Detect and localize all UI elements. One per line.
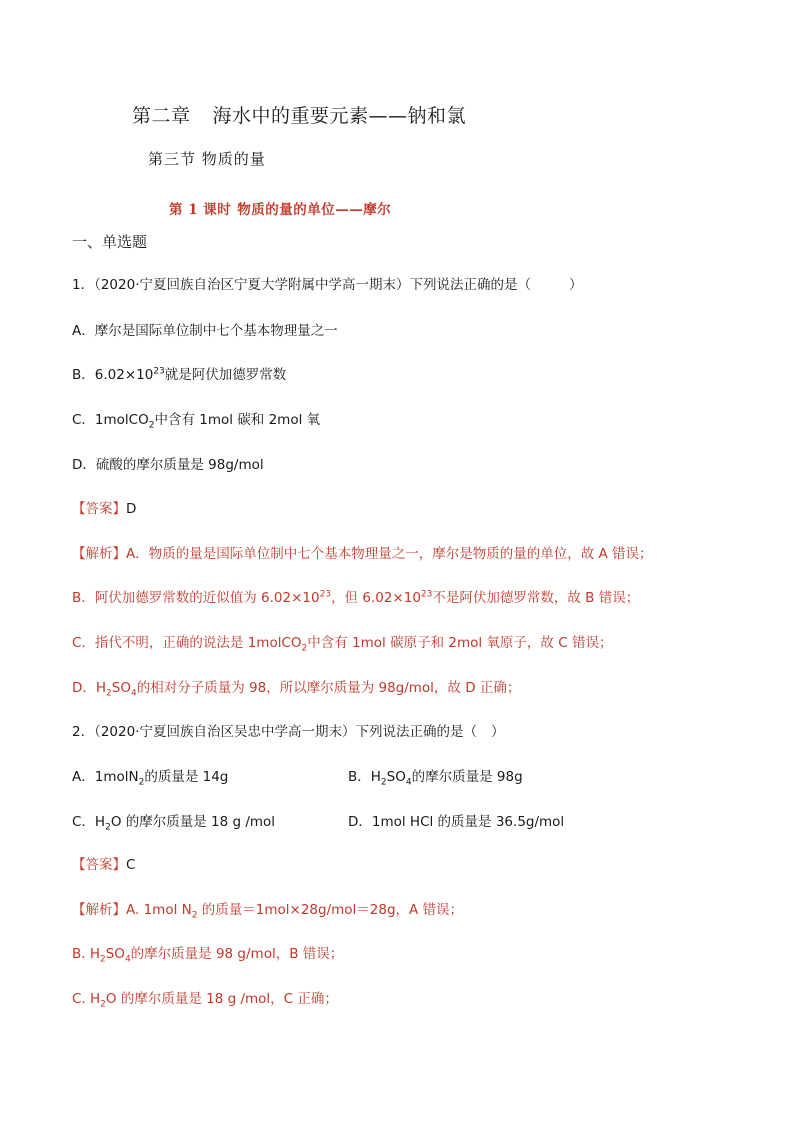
q2-answer — [72, 853, 135, 873]
q1-analysis-4-sub1: 2 — [106, 688, 112, 699]
q2-option-d: D．1mol HCl 的质量是 36.5g/mol — [348, 814, 565, 830]
q2-analysis-2c: 的摩尔质量是 98 g/mol，B 错误； — [130, 946, 344, 962]
q2-answer-value: C — [126, 857, 136, 873]
q2-analysis-2a: B. H — [72, 946, 100, 962]
q2-option-a-rest: 的质量是 14g — [144, 769, 229, 785]
q2-analysis-1-sub: 2 — [191, 910, 198, 921]
question-1-stem — [72, 273, 583, 293]
q2-answer-tag: 【答案】 — [72, 857, 126, 873]
q1-analysis-2-sup1: 23 — [319, 589, 332, 600]
q1-analysis-3a: C．指代不明，正确的说法是 1molCO — [72, 635, 302, 651]
q2-option-b-text: B．H — [348, 769, 381, 785]
q2-option-a-text: A．1molN — [72, 769, 139, 785]
q2-option-b-sub2: 4 — [405, 777, 412, 788]
question-2-close-paren: ） — [491, 724, 505, 740]
question-2-text: 2．（2020·宁夏回族自治区吴忠中学高一期末）下列说法正确的是（ — [72, 724, 477, 740]
q1-analysis-2c: 不是阿伏加德罗常数，故 B 错误； — [432, 590, 640, 606]
chapter-title — [132, 101, 466, 128]
q2-option-a-sub: 2 — [138, 777, 145, 788]
q2-analysis-2b: SO — [105, 946, 125, 962]
q1-option-c-rest: 中含有 1mol 碳和 2mol 氧 — [154, 412, 321, 428]
q2-analysis-line-2 — [72, 942, 344, 965]
q1-answer-value: D — [126, 501, 137, 517]
lesson-name: 物质的量的单位——摩尔 — [237, 202, 392, 218]
q1-analysis-2-sup2: 23 — [420, 589, 433, 600]
lesson-label: 第 1 课时 — [169, 202, 232, 218]
q2-analysis-2-sub2: 4 — [124, 954, 131, 965]
q2-analysis-3-sub: 2 — [100, 999, 106, 1010]
q1-option-b-text: B．6.02×10 — [72, 367, 154, 383]
q1-analysis-2a: B．阿伏加德罗常数的近似值为 6.02×10 — [72, 590, 320, 606]
q1-analysis-text-1: A．物质的量是国际单位制中七个基本物理量之一，摩尔是物质的量的单位，故 A 错误； — [126, 546, 653, 562]
q2-option-c-rest: O 的摩尔质量是 18 g /mol — [110, 814, 276, 830]
q1-analysis-tag: 【解析】 — [72, 546, 126, 562]
section-heading: 一、单选题 — [72, 233, 148, 251]
q1-analysis-4a: D．H — [72, 680, 107, 696]
q1-option-d: D．硫酸的摩尔质量是 98g/mol — [72, 457, 264, 473]
q1-option-a: A．摩尔是国际单位制中七个基本物理量之一 — [72, 323, 338, 339]
q2-option-b-rest: 的摩尔质量是 98g — [411, 769, 523, 785]
q2-option-a — [72, 765, 229, 788]
q1-option-c-sub: 2 — [148, 420, 155, 431]
q2-analysis-line-1 — [72, 898, 464, 921]
q2-option-c-text: C．H — [72, 814, 106, 830]
q1-analysis-line-3 — [72, 631, 613, 654]
q1-option-b — [72, 363, 286, 383]
q2-analysis-line-3 — [72, 987, 338, 1010]
question-1-close-paren: ） — [569, 277, 583, 293]
q2-analysis-2-sub1: 2 — [100, 954, 106, 965]
q1-option-c — [72, 408, 321, 431]
q1-analysis-3b: 中含有 1mol 碳原子和 2mol 氧原子，故 C 错误； — [307, 635, 613, 651]
q2-analysis-1b: 的质量＝1mol×28g/mol＝28g，A 错误； — [197, 902, 464, 918]
q1-analysis-line-1 — [72, 542, 653, 562]
q1-analysis-3-sub: 2 — [301, 643, 308, 654]
question-1-text: 1．（2020·宁夏回族自治区宁夏大学附属中学高一期末）下列说法正确的是（ — [72, 277, 531, 293]
q1-option-b-sup: 23 — [153, 366, 165, 377]
section-title: 第三节 物质的量 — [148, 150, 266, 168]
lesson-title — [169, 198, 391, 218]
q2-option-b-sub1: 2 — [380, 777, 387, 788]
q1-analysis-4b: SO — [111, 680, 131, 696]
q1-analysis-4-sub2: 4 — [130, 688, 137, 699]
q1-option-b-rest: 就是阿伏加德罗常数 — [164, 367, 287, 383]
q2-option-b — [348, 765, 523, 788]
q1-analysis-line-4 — [72, 676, 521, 699]
q1-option-c-text: C．1molCO — [72, 412, 149, 428]
chapter-name: 海水中的重要元素——钠和氯 — [212, 105, 467, 127]
q1-analysis-line-2 — [72, 586, 639, 606]
question-2-stem — [72, 720, 505, 740]
chapter-label: 第二章 — [132, 105, 191, 127]
q1-answer-tag: 【答案】 — [72, 501, 126, 517]
q2-option-b-mid: SO — [386, 769, 406, 785]
q2-option-c-sub: 2 — [105, 822, 111, 833]
q2-analysis-3b: O 的摩尔质量是 18 g /mol，C 正确； — [105, 991, 338, 1007]
q1-analysis-4c: 的相对分子质量为 98，所以摩尔质量为 98g/mol，故 D 正确； — [136, 680, 521, 696]
q1-analysis-2b: ，但 6.02×10 — [331, 590, 421, 606]
q2-option-c — [72, 810, 276, 833]
q2-analysis-3a: C. H — [72, 991, 101, 1007]
q2-analysis-1a: A. 1mol N — [126, 902, 192, 918]
q2-analysis-tag: 【解析】 — [72, 902, 126, 918]
q1-answer — [72, 497, 136, 517]
